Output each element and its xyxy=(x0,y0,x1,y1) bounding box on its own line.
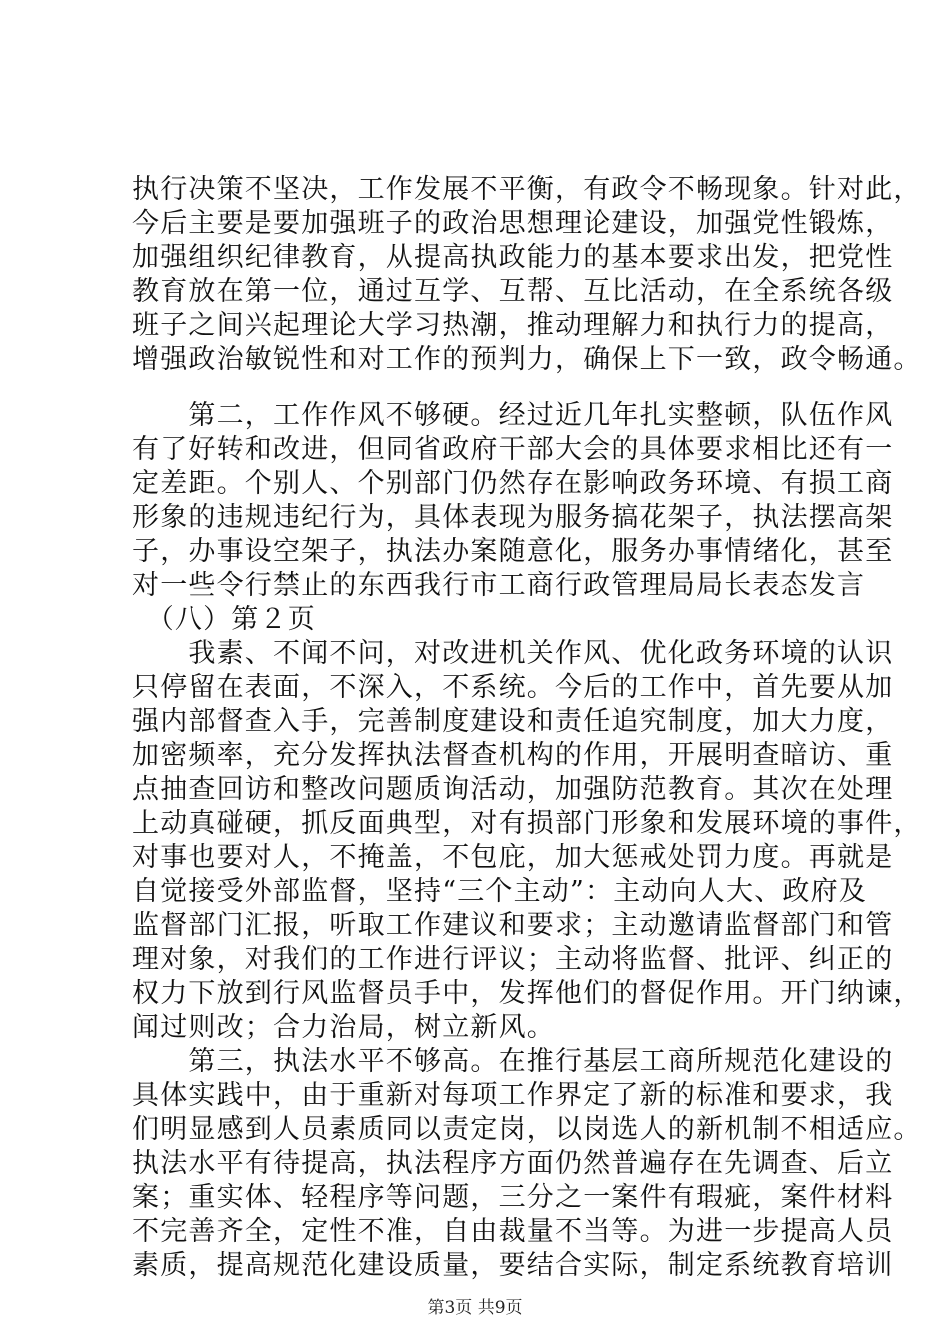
text-line: 增强政治敏锐性和对工作的预判力，确保上下一致，政令畅通。 xyxy=(132,344,922,375)
text-line: 第二，工作作风不够硬。经过近几年扎实整顿，队伍作风 xyxy=(132,400,894,431)
text-line: 执法水平有待提高，执法程序方面仍然普遍存在先调查、后立 xyxy=(132,1148,894,1179)
text-line: 加密频率，充分发挥执法督查机构的作用，开展明查暗访、重 xyxy=(132,740,894,771)
text-line: 理对象，对我们的工作进行评议；主动将监督、批评、纠正的 xyxy=(132,944,894,975)
page-marker: （八）第２页 xyxy=(132,604,316,635)
page-footer: 第3页 共9页 xyxy=(427,1298,523,1318)
text-line: 我素、不闻不问，对改进机关作风、优化政务环境的认识 xyxy=(132,638,894,669)
text-line: 具体实践中，由于重新对每项工作界定了新的标准和要求，我 xyxy=(132,1080,894,1111)
text-line: 不完善齐全，定性不准，自由裁量不当等。为进一步提高人员 xyxy=(132,1216,894,1247)
text-line: 加强组织纪律教育，从提高执政能力的基本要求出发，把党性 xyxy=(132,242,894,273)
text-line: 点抽查回访和整改问题质询活动，加强防范教育。其次在处理 xyxy=(132,774,894,805)
text-line: 自觉接受外部监督，坚持“三个主动”：主动向人大、政府及 xyxy=(132,876,868,907)
text-line: 案；重实体、轻程序等问题，三分之一案件有瑕疵，案件材料 xyxy=(132,1182,894,1213)
text-line: 子，办事设空架子，执法办案随意化，服务办事情绪化，甚至 xyxy=(132,536,894,567)
text-line: 只停留在表面，不深入，不系统。今后的工作中，首先要从加 xyxy=(132,672,894,703)
text-line: 们明显感到人员素质同以责定岗，以岗选人的新机制不相适应。 xyxy=(132,1114,922,1145)
text-line: 第三，执法水平不够高。在推行基层工商所规范化建设的 xyxy=(132,1046,894,1077)
text-line: 强内部督查入手，完善制度建设和责任追究制度，加大力度， xyxy=(132,706,894,737)
text-line: 对一些令行禁止的东西我行市工商行政管理局局长表态发言 xyxy=(132,570,866,601)
text-line: 今后主要是要加强班子的政治思想理论建设，加强党性锻炼， xyxy=(132,208,894,239)
text-line: 监督部门汇报，听取工作建议和要求；主动邀请监督部门和管 xyxy=(132,910,894,941)
text-line: 素质，提高规范化建设质量，要结合实际，制定系统教育培训 xyxy=(132,1250,894,1281)
text-line: 权力下放到行风监督员手中，发挥他们的督促作用。开门纳谏， xyxy=(132,978,922,1009)
text-line: 定差距。个别人、个别部门仍然存在影响政务环境、有损工商 xyxy=(132,468,894,499)
text-line: 对事也要对人，不掩盖，不包庇，加大惩戒处罚力度。再就是 xyxy=(132,842,894,873)
text-line: 闻过则改；合力治局，树立新风。 xyxy=(132,1012,555,1043)
text-line: 教育放在第一位，通过互学、互帮、互比活动，在全系统各级 xyxy=(132,276,894,307)
text-line: 形象的违规违纪行为，具体表现为服务搞花架子，执法摆高架 xyxy=(132,502,894,533)
text-line: 班子之间兴起理论大学习热潮，推动理解力和执行力的提高， xyxy=(132,310,894,341)
text-line: 上动真碰硬，抓反面典型，对有损部门形象和发展环境的事件， xyxy=(132,808,922,839)
text-line: 执行决策不坚决，工作发展不平衡，有政令不畅现象。针对此， xyxy=(132,174,922,205)
text-line: 有了好转和改进，但同省政府干部大会的具体要求相比还有一 xyxy=(132,434,894,465)
